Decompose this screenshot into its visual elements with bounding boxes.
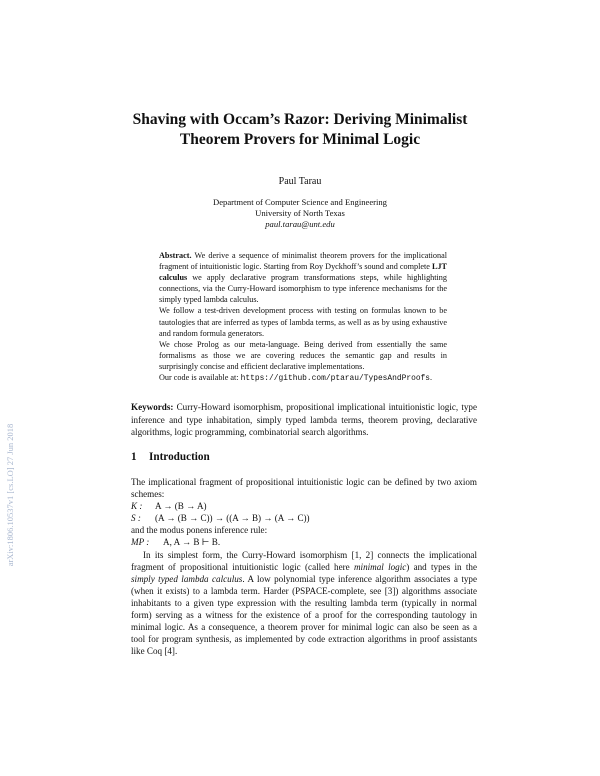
abstract-code-end: . — [430, 373, 433, 383]
section-number: 1 — [131, 451, 137, 463]
axiom-k-label: K : — [131, 501, 143, 512]
intro-paragraph-1: The implicational fragment of propositional intuitionistic logic can be defined by two axiom schemes: — [131, 477, 477, 500]
keywords-text: Curry-Howard isomorphism, propositional implicational intuitionistic logic, type inference and type inhabitation, simply typed lambda terms, theorem proving, declarative algorithms, logic programming, combinatorial search algorithms. — [131, 402, 477, 438]
author-name: Paul Tarau — [278, 176, 322, 187]
introduction-body — [131, 476, 477, 657]
abstract — [159, 250, 447, 384]
abstract-text-1a: We derive a sequence of minimalist theorem provers for the implicational fragment of intuitionistic logic. Starting from Roy Dyckhoff’s sound and complete — [159, 251, 447, 272]
intro-text-2c: . A low polynomial type inference algorithm associates a type (when it exists) to a lambda term. Harder (PSPACE-complete, see [3]) algorithms associate inhabitants to a given type expression with the resulting lambda term (typically in normal form) serving as a witness for the existence of a proof for the corresponding tautology in minimal logic. As a consequence, a theorem prover for minimal logic can also be seen as a tool for program synthesis, as implemented by code extraction algorithms in proof assistants like Coq [4]. — [131, 573, 477, 657]
modus-ponens-intro: and the modus ponens inference rule: — [131, 525, 268, 536]
term-simply-typed-lambda-calculus: simply typed lambda calculus — [131, 573, 243, 584]
axiom-s-label: S : — [131, 513, 141, 524]
modus-ponens-label: MP : — [131, 537, 150, 548]
abstract-label: Abstract. — [159, 251, 192, 260]
author-email: paul.tarau@unt.edu — [265, 219, 335, 230]
abstract-paragraph-4 — [159, 372, 447, 384]
code-repo-url: https://github.com/ptarau/TypesAndProofs — [240, 374, 431, 384]
term-minimal-logic: minimal logic — [353, 561, 407, 572]
intro-text-2a: In its simplest form, the Curry-Howard isomorphism [1, 2] connects the implicational fragment of propositional intuitionistic logic (called here — [131, 549, 477, 572]
arxiv-side-stamp — [2, 400, 18, 590]
modus-ponens-rule — [131, 536, 477, 548]
intro-text-2b: ) and types in the — [406, 561, 477, 572]
abstract-paragraph-1 — [159, 250, 447, 305]
affiliation-department: Department of Computer Science and Engineering — [213, 197, 387, 207]
abstract-paragraph-2: We follow a test-driven development process with testing on formulas known to be tautologies that are inferred as types of lambda terms, as well as as by using exhaustive and random formula generators. — [159, 306, 447, 338]
section-heading — [131, 451, 210, 463]
affiliation — [0, 197, 600, 231]
abstract-code-text: Our code is available at: — [159, 373, 241, 383]
arxiv-stamp-text: arXiv:1806.10537v1 [cs.LO] 27 Jun 2018 — [5, 423, 15, 567]
title-line-2: Theorem Provers for Minimal Logic — [179, 131, 421, 148]
section-title: Introduction — [149, 451, 210, 463]
modus-ponens-formula: A, A → B ⊢ B. — [163, 537, 221, 548]
axiom-s-formula: (A → (B → C)) → ((A → B) → (A → C)) — [155, 513, 310, 524]
abstract-paragraph-3: We chose Prolog as our meta-language. Being derived from essentially the same formalisms as those we are covering reduces the semantic gap and results in surprisingly concise and efficient declarative implementations. — [159, 339, 447, 371]
abstract-ljt-term: LJT calculus — [159, 262, 447, 283]
axiom-k — [131, 500, 477, 512]
abstract-text-1b: we apply declarative program transformations steps, while highlighting connections, via the Curry-Howard isomorphism to type inference mechanisms for the simply typed lambda calculus. — [159, 273, 447, 305]
affiliation-university: University of North Texas — [255, 208, 345, 219]
keywords — [131, 401, 477, 439]
title-line-1: Shaving with Occam’s Razor: Deriving Minimalist — [132, 111, 468, 128]
keywords-label: Keywords: — [131, 402, 174, 412]
intro-paragraph-2 — [131, 549, 477, 658]
paper-title — [0, 110, 600, 150]
axiom-s — [131, 512, 477, 524]
axiom-k-formula: A → (B → A) — [155, 501, 207, 512]
